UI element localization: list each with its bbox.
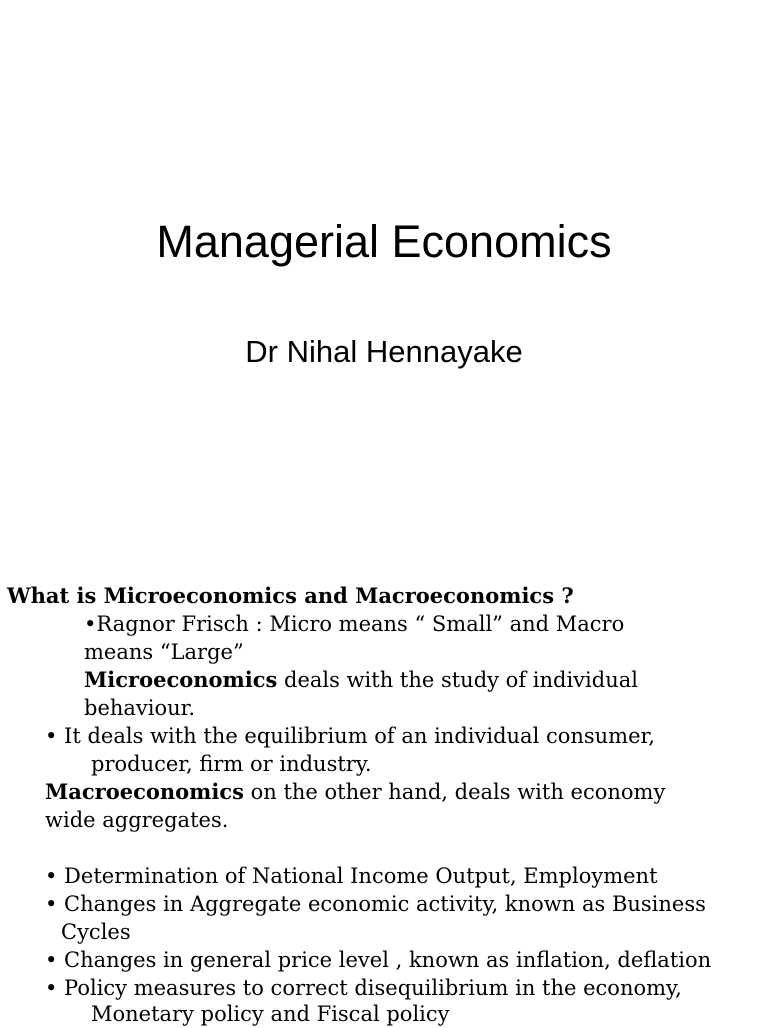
macro-bullet-1: • Determination of National Income Output, Employment (45, 864, 658, 888)
micro-bullet-line-1: • It deals with the equilibrium of an individual consumer, (45, 724, 655, 748)
macro-bullet-2-line-2: Cycles (61, 920, 131, 944)
micro-term: Microeconomics (84, 667, 278, 692)
macro-definition-text: on the other hand, deals with economy (243, 780, 666, 804)
frisch-quote-line-1: •Ragnor Frisch : Micro means “ Small” and Macro (84, 612, 625, 636)
micro-definition-line-1 (84, 666, 638, 694)
slide-heading: What is Microeconomics and Macroeconomics ? (7, 583, 574, 608)
macro-definition-line-2: wide aggregates. (45, 808, 229, 832)
micro-definition-line-2: behaviour. (84, 696, 196, 720)
macro-bullet-3: • Changes in general price level , known as inflation, deflation (45, 948, 712, 972)
macro-definition-line-1 (45, 778, 665, 806)
frisch-quote-line-2: means “Large” (84, 640, 244, 664)
macro-bullet-2-line-1: • Changes in Aggregate economic activity, known as Business (45, 892, 706, 916)
macro-term: Macroeconomics (45, 779, 244, 804)
content-slide (0, 576, 768, 1024)
slide-title: Managerial Economics (156, 216, 612, 267)
micro-definition-text: deals with the study of individual (277, 668, 638, 692)
slide-author: Dr Nihal Hennayake (245, 334, 523, 369)
macro-bullet-4-line-2: Monetary policy and Fiscal policy (91, 1002, 450, 1026)
macro-bullet-4-line-1: • Policy measures to correct disequilibrium in the economy, (45, 976, 682, 1000)
micro-bullet-line-2: producer, firm or industry. (91, 752, 372, 776)
